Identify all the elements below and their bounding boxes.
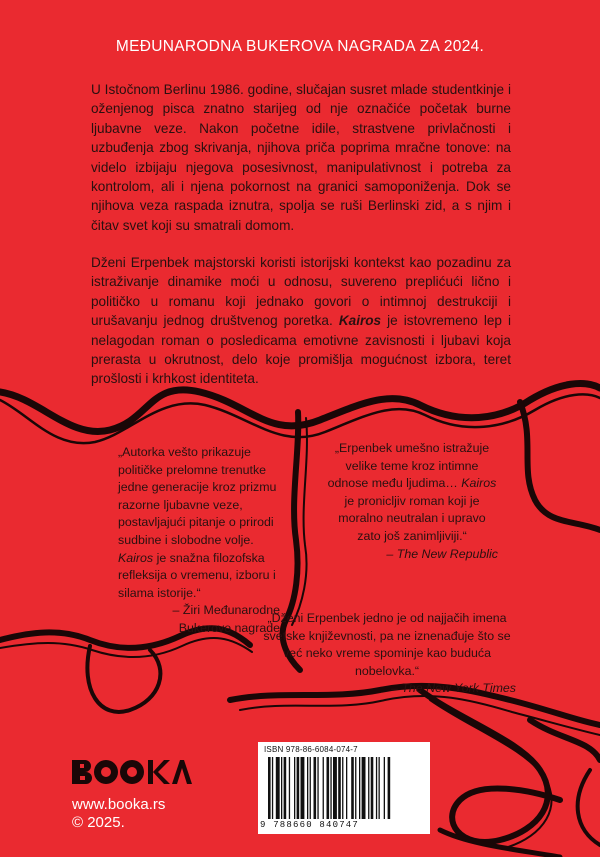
book-title: Kairos <box>461 476 497 491</box>
quote-new-york-times <box>258 610 516 698</box>
quote-text: „Erpenbek umešno istražuje velike teme kroz intimne odnose među ljudima… <box>327 441 490 491</box>
award-heading: MEĐUNARODNA BUKEROVA NAGRADA ZA 2024. <box>115 38 485 55</box>
quote-new-republic <box>326 440 498 563</box>
quote-attribution: – Žiri Međunarodne Bukerove nagrade <box>172 603 280 635</box>
isbn-digits: 9 788660 840747 <box>260 820 360 830</box>
quote-text: „Dženi Erpenbek jedno je od najjačih imena svetske književnosti, pa ne iznenađuje što se već neko vreme spominje kao buduća nobelovka.“ <box>263 611 511 678</box>
isbn-barcode <box>258 742 430 834</box>
quote-booker-jury <box>118 444 280 638</box>
quote-attribution: – The New Republic <box>386 546 498 561</box>
isbn-label: ISBN 978-86-6084-074-7 <box>264 745 358 754</box>
quote-attribution: – The New York Times <box>391 681 516 696</box>
quote-text: je snažna filozofska refleksija o vremenu, izboru i silama istorije.“ <box>118 550 276 600</box>
blurb-text: Dženi Erpenbek majstorski koristi istorijski kontekst kao pozadinu za istraživanje dinamike moći u odnosu, suvereno preplićući lično i političko u romanu koji jednako govori o intimnoj destrukciji i urušavanju jednog društvenog poretka. <box>91 255 511 329</box>
quote-text: je pronicljiv roman koji je moralno neutralan i upravo zato još zanimljiviji.“ <box>338 493 486 543</box>
publisher-website[interactable]: www.booka.rs <box>72 796 166 813</box>
booka-logo <box>72 758 192 786</box>
quote-text: „Autorka vešto prikazuje političke prelomne trenutke jedne generacije kroz prizmu razorne ljubavne veze, postavljajući pitanje o prirodi sudbine i slobodne volje. <box>118 445 277 547</box>
book-title: Kairos <box>338 313 382 329</box>
copyright: © 2025. <box>72 814 125 831</box>
blurb-paragraph-1: U Istočnom Berlinu 1986. godine, slučajan susret mlade studentkinje i oženjenog pisca znatno starijeg od nje označiće početak burne ljubavne veze. Nakon početne idile, strastvene privlačnosti i uzbuđenja zbog skrivanja, njihova priča poprima mračne tonove: na videlo izbijaju njegova posesivnost, manipulativnost i potreba za kontrolom, ali i njena pokornost na granici samoponiženja. Dok se njihova veza raspada iznutra, spolja se ruši Berlinski zid, a s njim i čitav svet koji su smatrali domom. <box>91 82 511 233</box>
book-title: Kairos <box>118 550 154 565</box>
barcode-bars <box>268 757 420 819</box>
blurb-paragraph-2 <box>91 253 511 389</box>
blurb-text: je istovremeno lep i nelagodan roman o posledicama emotivne zavisnosti i ljubavi koja prerasta u okrutnost, delo koje promišlja mogućnost izbora, teret prošlosti i krhkost identiteta. <box>91 313 512 387</box>
